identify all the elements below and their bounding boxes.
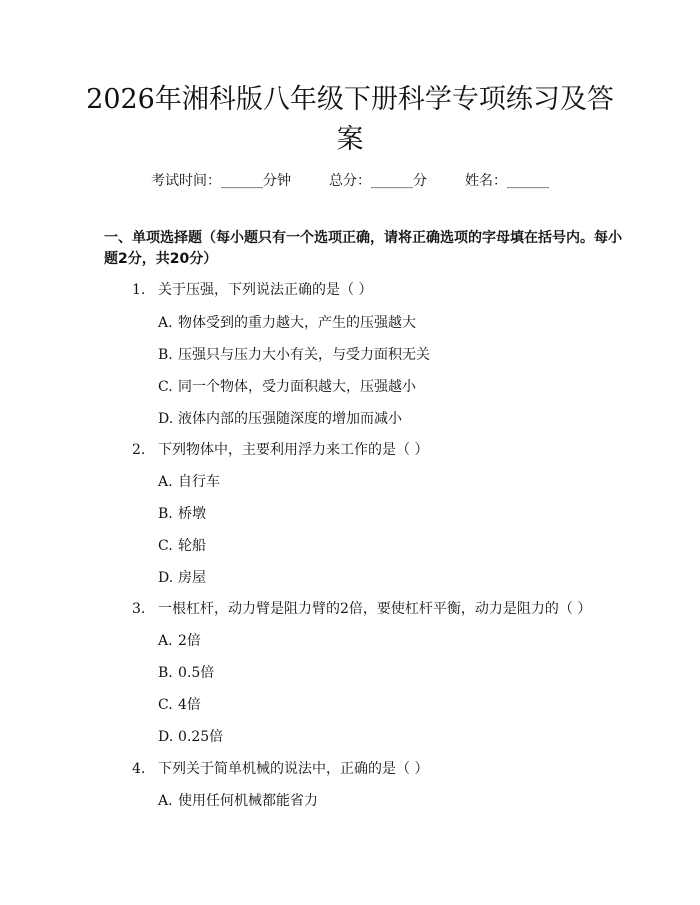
question-4 — [132, 759, 428, 779]
option-letter: A. — [158, 315, 173, 331]
option-text: 自行车 — [178, 474, 220, 490]
question-3-option-a — [158, 631, 201, 651]
option-text: 房屋 — [178, 570, 206, 586]
option-letter: D. — [158, 411, 174, 427]
document-title: 2026年湘科版八年级下册科学专项练习及答案 — [86, 84, 614, 155]
exam-time: 考试时间：______分钟 — [151, 173, 291, 189]
question-number: 1. — [132, 282, 146, 298]
question-1-option-a — [158, 313, 416, 333]
question-number: 3. — [132, 601, 146, 617]
option-text: 使用任何机械都能省力 — [178, 793, 318, 809]
question-3-option-c — [158, 695, 201, 715]
question-text: 关于压强，下列说法正确的是（ ） — [158, 282, 373, 298]
question-1-option-b — [158, 345, 430, 365]
option-letter: A. — [158, 793, 173, 809]
question-2-option-c — [158, 536, 206, 556]
option-letter: B. — [158, 347, 173, 363]
exam-meta — [0, 170, 700, 190]
option-letter: D. — [158, 729, 174, 745]
question-text: 下列物体中，主要利用浮力来工作的是（ ） — [158, 442, 429, 458]
student-name-field: 姓名：______ — [465, 173, 549, 189]
option-letter: B. — [158, 506, 173, 522]
question-2 — [132, 440, 428, 460]
option-letter: C. — [158, 538, 173, 554]
question-2-option-a — [158, 472, 220, 492]
question-number: 2. — [132, 442, 146, 458]
option-letter: A. — [158, 474, 173, 490]
option-letter: A. — [158, 633, 173, 649]
section-heading-single-choice: 一、单项选择题（每小题只有一个选项正确，请将正确选项的字母填在括号内。每小题2分，共20分） — [104, 230, 622, 267]
option-text: 0.5倍 — [178, 665, 215, 681]
question-number: 4. — [132, 761, 146, 777]
option-text: 轮船 — [178, 538, 206, 554]
question-3 — [132, 599, 591, 619]
question-2-option-b — [158, 504, 206, 524]
option-text: 液体内部的压强随深度的增加而减小 — [178, 411, 402, 427]
question-text: 下列关于简单机械的说法中，正确的是（ ） — [158, 761, 429, 777]
question-3-option-b — [158, 663, 214, 683]
question-1-option-c — [158, 377, 416, 397]
option-text: 同一个物体，受力面积越大，压强越小 — [178, 379, 416, 395]
option-text: 2倍 — [178, 633, 201, 649]
question-text: 一根杠杆，动力臂是阻力臂的2倍，要使杠杆平衡，动力是阻力的（ ） — [158, 601, 592, 617]
question-3-option-d — [158, 727, 223, 747]
option-text: 压强只与压力大小有关，与受力面积无关 — [178, 347, 430, 363]
option-letter: B. — [158, 665, 173, 681]
question-2-option-d — [158, 568, 206, 588]
option-letter: C. — [158, 697, 173, 713]
question-1-option-d — [158, 409, 402, 429]
option-text: 4倍 — [178, 697, 201, 713]
option-text: 0.25倍 — [178, 729, 224, 745]
option-text: 桥墩 — [178, 506, 206, 522]
option-text: 物体受到的重力越大，产生的压强越大 — [178, 315, 416, 331]
exam-total-score: 总分：______分 — [329, 173, 427, 189]
question-1 — [132, 280, 372, 300]
option-letter: D. — [158, 570, 174, 586]
question-4-option-a — [158, 791, 318, 811]
option-letter: C. — [158, 379, 173, 395]
